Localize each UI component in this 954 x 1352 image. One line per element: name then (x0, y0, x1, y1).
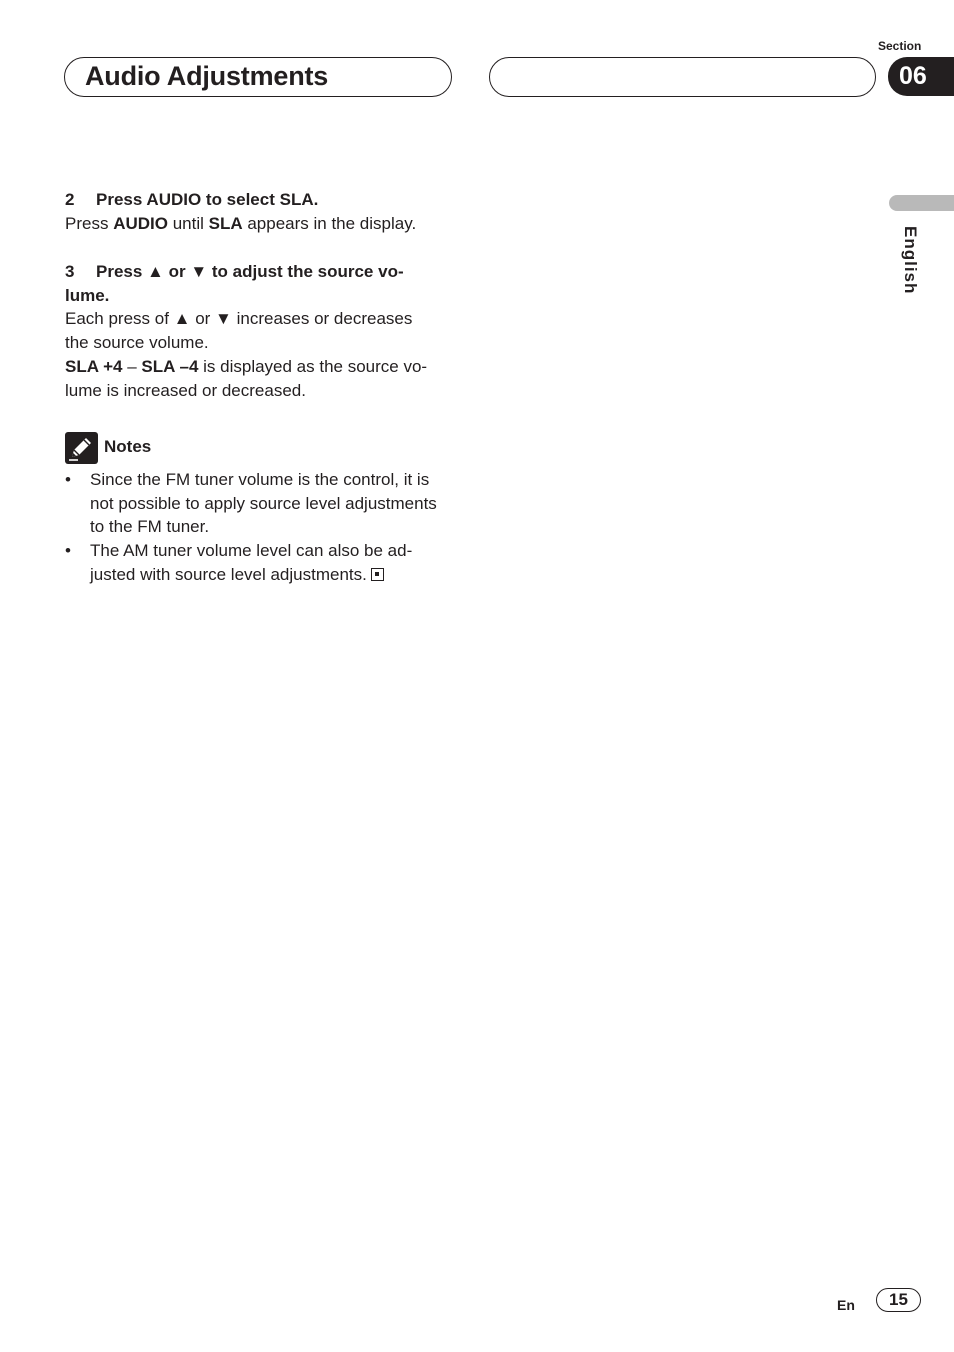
note-line-text: justed with source level adjustments. (90, 564, 367, 584)
step-3-body2 (65, 355, 455, 379)
bullet: • (65, 541, 71, 561)
page-title: Audio Adjustments (85, 61, 329, 91)
language-tab (889, 195, 954, 211)
note-line: Since the FM tuner volume is the control, it is (90, 470, 430, 489)
step-3-heading-cont: lume. (65, 285, 110, 305)
step-heading-text: Press AUDIO to select SLA. (96, 190, 319, 209)
step-2 (65, 188, 455, 235)
step-3-body2-line: lume is increased or decreased. (65, 380, 306, 400)
section-label: Section (878, 39, 922, 53)
step-number: 2 (65, 190, 75, 209)
body-bold: AUDIO (113, 213, 168, 233)
body-bold: SLA –4 (141, 356, 199, 376)
notes-label: Notes (104, 437, 152, 456)
list-item (65, 468, 455, 539)
footer-language-code: En (837, 1297, 855, 1313)
bullet: • (65, 470, 71, 489)
section-number: 06 (899, 62, 927, 90)
body-text: until (167, 213, 209, 233)
end-of-section-icon (371, 568, 384, 581)
step-3 (65, 260, 455, 402)
section-badge (888, 57, 954, 96)
note-line: The AM tuner volume level can also be ad- (90, 541, 413, 561)
note-line: not possible to apply source level adjustments (90, 493, 437, 513)
body-text: is displayed as the source vo- (198, 356, 428, 376)
page-number: 15 (889, 1290, 908, 1309)
body-bold: SLA (208, 213, 243, 233)
step-3-body-line: the source volume. (65, 333, 209, 353)
header-empty-banner (489, 57, 876, 97)
list-item (65, 539, 455, 586)
pencil-note-icon (65, 432, 98, 464)
title-banner (64, 57, 452, 97)
body-text: appears in the display. (242, 213, 417, 233)
note-line (90, 563, 455, 587)
step-2-heading (65, 188, 455, 212)
body-text: Press (65, 213, 114, 233)
page-number-badge (876, 1288, 921, 1312)
step-heading-text: Press ▲ or ▼ to adjust the source vo- (96, 262, 404, 281)
note-line: to the FM tuner. (90, 517, 210, 537)
step-3-heading (65, 260, 455, 284)
language-label: English (901, 226, 920, 295)
notes-list (65, 468, 455, 587)
step-number: 3 (65, 262, 75, 281)
body-bold: SLA +4 (65, 356, 123, 376)
step-2-body (65, 212, 455, 236)
step-3-body-line: Each press of ▲ or ▼ increases or decreases (65, 309, 413, 329)
body-text: – (122, 356, 142, 376)
